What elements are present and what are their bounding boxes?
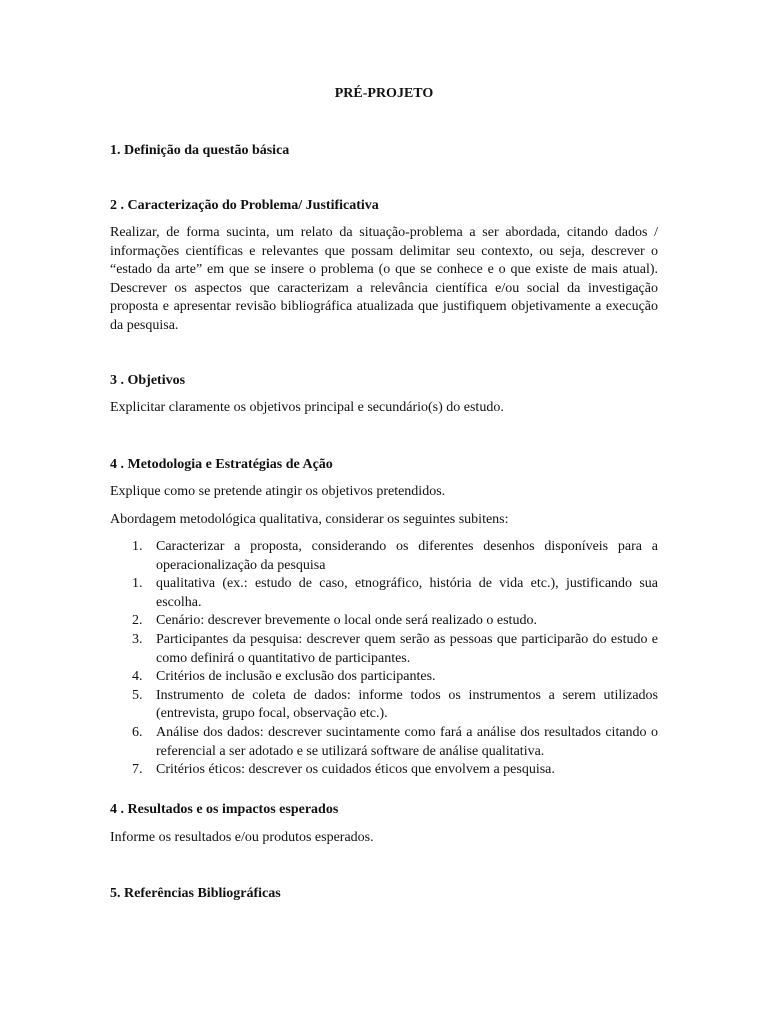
list-item-text: Instrumento de coleta de dados: informe todos os instrumentos a serem utilizados (entrevista, grupo focal, observação etc.). (156, 687, 658, 722)
list-item (110, 724, 658, 761)
list-item-text: Análise dos dados: descrever sucintamente como fará a análise dos resultados citando o referencial a ser adotado e se utilizará software de análise qualitativa. (156, 724, 658, 759)
list-item-text: Critérios éticos: descrever os cuidados éticos que envolvem a pesquisa. (156, 762, 555, 778)
list-item-number: 1. (132, 539, 143, 554)
heading-referencias: 5. Referências Bibliográficas (110, 886, 281, 901)
list-item-number: 5. (132, 687, 143, 703)
list-item-number: 4. (132, 669, 143, 685)
list-item (110, 687, 658, 724)
heading-definicao: 1. Definição da questão básica (110, 143, 290, 158)
list-item-number: 7. (132, 762, 143, 778)
list-item-text: Cenário: descrever brevemente o local onde será realizado o estudo. (156, 613, 537, 629)
list-item (110, 538, 658, 575)
paragraph-abordagem: Abordagem metodológica qualitativa, considerar os seguintes subitens: (110, 512, 509, 527)
metodologia-list (110, 538, 658, 780)
list-item-number: 3. (132, 631, 143, 647)
paragraph-resultados: Informe os resultados e/ou produtos esperados. (110, 830, 374, 845)
list-item-number: 1. (132, 576, 143, 592)
list-item-number: 2. (132, 613, 143, 629)
paragraph-objetivos: Explicitar claramente os objetivos principal e secundário(s) do estudo. (110, 400, 504, 415)
heading-resultados: 4 . Resultados e os impactos esperados (110, 802, 339, 817)
document-title: PRÉ-PROJETO (334, 86, 434, 101)
list-item (110, 612, 658, 631)
list-item (110, 631, 658, 668)
heading-caracterizacao: 2 . Caracterização do Problema/ Justificativa (110, 198, 379, 213)
paragraph-caracterizacao: Realizar, de forma sucinta, um relato da situação-problema a ser abordada, citando dados / informações científicas e relevantes que possam delimitar seu contexto, ou seja, descrever o “estado da arte” em que se insere o problema (o que se conhece e o que existe de mais atual). Descrever os aspectos que caracterizam a relevância científica e/ou social da investigação proposta e apresentar revisão bibliográfica atualizada que justifiquem objetivamente a execução da pesquisa. (110, 225, 658, 333)
list-item-text: Caracterizar a proposta, considerando os diferentes desenhos disponíveis para a operacionalização da pesquisa (156, 539, 658, 573)
list-item-number: 6. (132, 724, 143, 740)
list-item (110, 761, 658, 780)
list-item-text: Participantes da pesquisa: descrever quem serão as pessoas que participarão do estudo e como definirá o quantitativo de participantes. (156, 631, 658, 666)
list-item (110, 668, 658, 687)
heading-objetivos: 3 . Objetivos (110, 373, 186, 388)
heading-metodologia: 4 . Metodologia e Estratégias de Ação (110, 457, 333, 472)
list-item-text: Critérios de inclusão e exclusão dos participantes. (156, 669, 436, 685)
list-item (110, 575, 658, 612)
paragraph-metodologia: Explique como se pretende atingir os objetivos pretendidos. (110, 484, 446, 499)
list-item-text: qualitativa (ex.: estudo de caso, etnográfico, história de vida etc.), justificando sua escolha. (156, 576, 658, 610)
